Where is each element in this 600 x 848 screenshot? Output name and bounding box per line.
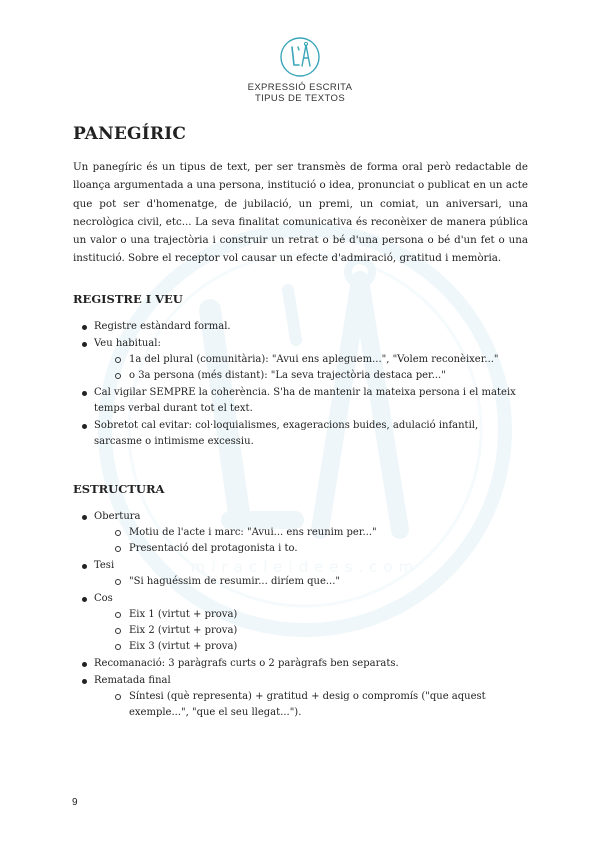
- page-number: 9: [72, 797, 78, 808]
- circle-bullet-icon: [115, 644, 121, 650]
- sub-list: [94, 525, 528, 557]
- sub-item-text: Presentació del protagonista i to.: [129, 542, 298, 554]
- list-item: [73, 509, 528, 557]
- list-item: [73, 591, 528, 655]
- sub-item-text: 1a del plural (comunitària): "Avui ens apleguem...", "Volem reconèixer...": [129, 353, 499, 365]
- estructura-list: [73, 509, 528, 721]
- list-item-text: Registre estàndard formal.: [94, 320, 231, 332]
- bullet-icon: [82, 662, 87, 667]
- bullet-icon: [82, 564, 87, 569]
- list-item: [73, 336, 528, 384]
- header-line-1: EXPRESSIÓ ESCRITA: [247, 82, 353, 93]
- list-item: [73, 656, 528, 672]
- list-item-text: Obertura: [94, 510, 141, 522]
- section-heading-estructura: ESTRUCTURA: [73, 481, 165, 496]
- sub-item-text: "Si haguéssim de resumir... diríem que...": [129, 575, 341, 587]
- sub-list-item: [94, 352, 528, 368]
- watermark-text: miracleidees.com: [190, 558, 420, 576]
- list-item-text: Tesi: [94, 559, 115, 571]
- sub-list-item: [94, 639, 528, 655]
- registre-list: [73, 319, 528, 450]
- list-item-text: Cal vigilar SEMPRE la coherència. S'ha de mantenir la mateixa persona i el mateix temps verbal durant tot el text.: [94, 386, 516, 414]
- list-item-text: Rematada final: [94, 674, 171, 686]
- circle-bullet-icon: [115, 694, 121, 700]
- list-item-text: Veu habitual:: [94, 337, 161, 349]
- header-line-2: TIPUS DE TEXTOS: [254, 93, 346, 104]
- document-body: [73, 124, 528, 722]
- sub-list: [94, 352, 528, 384]
- list-item-text: Sobretot cal evitar: col·loquialismes, exageracions buides, adulació infantil, sarcasme o intimisme excessiu.: [94, 419, 479, 447]
- bullet-icon: [82, 325, 87, 330]
- sub-list-item: [94, 368, 528, 384]
- circle-bullet-icon: [115, 628, 121, 634]
- sub-list-item: [94, 689, 528, 721]
- circle-bullet-icon: [115, 546, 121, 552]
- sub-list: [94, 607, 528, 655]
- circle-bullet-icon: [115, 373, 121, 379]
- sub-list-item: [94, 541, 528, 557]
- sub-list-item: [94, 607, 528, 623]
- sub-list-item: [94, 623, 528, 639]
- bullet-icon: [82, 391, 87, 396]
- list-item: [73, 673, 528, 721]
- bullet-icon: [82, 679, 87, 684]
- bullet-icon: [82, 597, 87, 602]
- sub-item-text: Motiu de l'acte i marc: "Avui... ens reunim per...": [129, 526, 377, 538]
- bullet-icon: [82, 515, 87, 520]
- list-item: [73, 385, 528, 417]
- circle-bullet-icon: [115, 579, 121, 585]
- circle-bullet-icon: [115, 530, 121, 536]
- sub-list-item: [94, 525, 528, 541]
- list-item-text: Cos: [94, 592, 113, 604]
- list-item: [73, 319, 528, 335]
- page-header: [0, 36, 600, 104]
- circle-bullet-icon: [115, 357, 121, 363]
- bullet-icon: [82, 424, 87, 429]
- section-heading-registre: REGISTRE I VEU: [73, 291, 183, 306]
- bullet-icon: [82, 342, 87, 347]
- sub-list: [94, 689, 528, 721]
- sub-item-text: Eix 1 (virtut + prova): [129, 608, 238, 620]
- sub-list: [94, 574, 528, 590]
- sub-item-text: Eix 3 (virtut + prova): [129, 640, 238, 652]
- list-item: [73, 558, 528, 590]
- page-title: PANEGÍRIC: [73, 124, 187, 144]
- sub-item-text: Síntesi (què representa) + gratitud + desig o compromís ("que aquest exemple...", "que el seu llegat...").: [129, 690, 486, 718]
- intro-paragraph: Un panegíric és un tipus de text, per ser transmès de forma oral però redactable de lloança argumentada a una persona, institució o idea, pronunciat o publicat en un acte que pot ser d'homenatge, de jubilació, un premi, un comiat, un aniversari, una necrològica civil, etc... La seva finalitat comunicativa és reconèixer de manera pública un valor o una trajectòria i construir un retrat o bé d'una persona o bé d'un fet o una institució. Sobre el receptor vol causar un efecte d'admiració, gratitud i memòria.: [73, 161, 528, 265]
- sub-item-text: o 3a persona (més distant): "La seva trajectòria destaca per...": [129, 369, 446, 381]
- sub-list-item: [94, 574, 528, 590]
- sub-item-text: Eix 2 (virtut + prova): [129, 624, 238, 636]
- brand-logo: [279, 36, 321, 78]
- list-item-text: Recomanació: 3 paràgrafs curts o 2 paràgrafs ben separats.: [94, 657, 399, 669]
- list-item: [73, 418, 528, 450]
- circle-bullet-icon: [115, 612, 121, 618]
